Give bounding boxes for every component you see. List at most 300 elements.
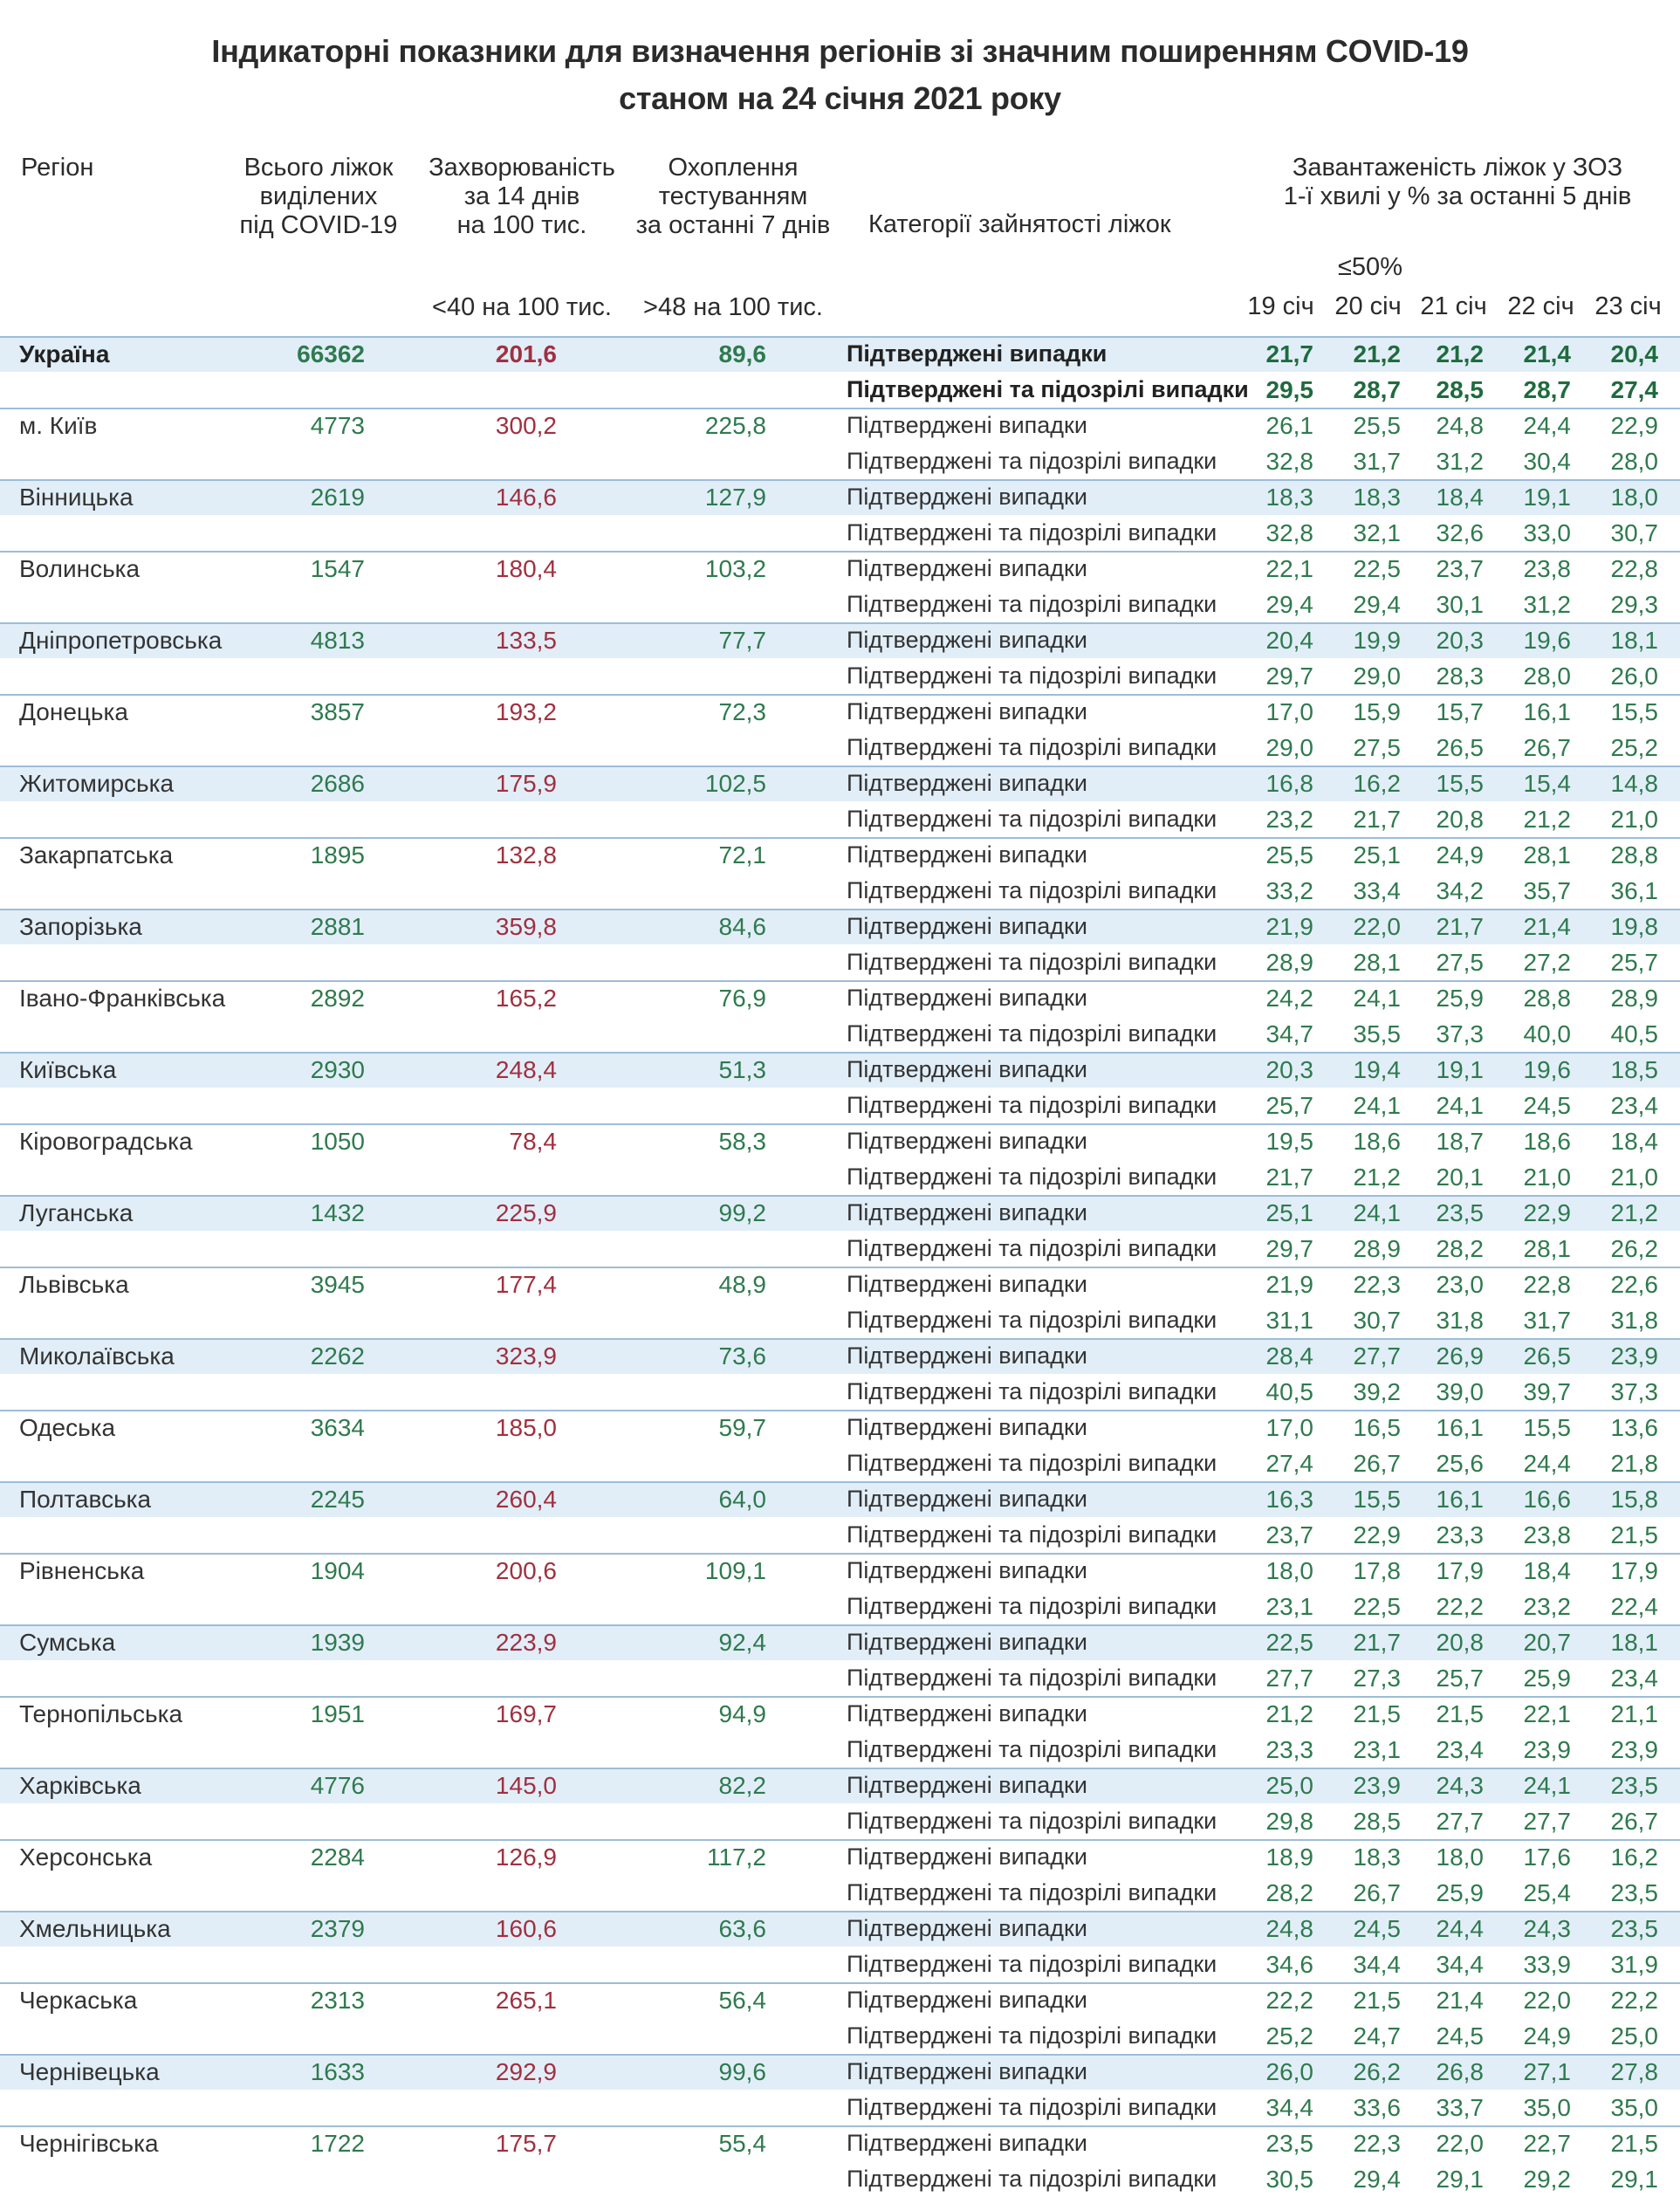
- category-label: Підтверджені та підозрілі випадки: [847, 1736, 1217, 1762]
- category-label: Підтверджені випадки: [847, 1342, 1087, 1369]
- region-name: Закарпатська: [19, 841, 174, 869]
- category-label: Підтверджені випадки: [847, 1056, 1087, 1082]
- category-label: Підтверджені та підозрілі випадки: [847, 1307, 1217, 1333]
- load-value: 18,0: [1610, 484, 1658, 511]
- row-divider: [0, 479, 1680, 481]
- load-value: 29,3: [1610, 591, 1658, 618]
- category-label: Підтверджені випадки: [847, 1486, 1087, 1512]
- load-value: 22,7: [1523, 2130, 1571, 2157]
- header-date: 23 січ: [1594, 292, 1662, 320]
- row-confirmed: [0, 837, 1680, 873]
- category-label: Підтверджені випадки: [847, 2130, 1087, 2156]
- load-value: 25,7: [1436, 1665, 1484, 1692]
- row-divider: [0, 1123, 1680, 1125]
- row-divider: [0, 909, 1680, 910]
- row-confirmed: [0, 479, 1680, 515]
- load-value: 18,0: [1436, 1844, 1484, 1871]
- load-value: 17,9: [1610, 1557, 1658, 1584]
- load-value: 31,7: [1353, 448, 1401, 475]
- load-value: 23,9: [1353, 1772, 1401, 1799]
- row-confirmed-suspected: [0, 1947, 1680, 1982]
- header-testing: [628, 154, 838, 240]
- load-value: 18,3: [1353, 1844, 1401, 1871]
- header-category: Категорії зайнятості ліжок: [868, 210, 1171, 238]
- region-name: Чернівецька: [19, 2058, 160, 2085]
- category-label: Підтверджені та підозрілі випадки: [847, 734, 1217, 760]
- row-confirmed: [0, 1768, 1680, 1803]
- load-value: 16,1: [1436, 1414, 1484, 1441]
- load-value: 15,5: [1353, 1486, 1401, 1513]
- region-name: Житомирська: [19, 770, 175, 797]
- table-row: [0, 2125, 1680, 2197]
- load-value: 24,2: [1265, 985, 1313, 1012]
- load-value: 21,5: [1436, 1700, 1484, 1727]
- load-value: 27,7: [1436, 1808, 1484, 1835]
- load-value: 15,7: [1436, 698, 1484, 725]
- load-value: 21,4: [1523, 340, 1571, 367]
- load-value: 31,1: [1265, 1307, 1313, 1334]
- load-value: 27,5: [1353, 734, 1401, 761]
- load-value: 21,8: [1610, 1450, 1658, 1477]
- load-value: 23,1: [1265, 1593, 1313, 1620]
- row-confirmed: [0, 1911, 1680, 1947]
- category-label: Підтверджені та підозрілі випадки: [847, 1450, 1217, 1476]
- header-testing-line: за останні 7 днів: [635, 211, 831, 239]
- table-row: [0, 837, 1680, 909]
- load-value: 29,7: [1265, 663, 1313, 690]
- row-confirmed: [0, 694, 1680, 730]
- row-confirmed: [0, 1839, 1680, 1875]
- load-value: 25,0: [1265, 1772, 1313, 1799]
- category-label: Підтверджені та підозрілі випадки: [847, 806, 1217, 832]
- region-name: Одеська: [19, 1414, 116, 1441]
- category-label: Підтверджені та підозрілі випадки: [847, 519, 1217, 546]
- load-value: 26,1: [1265, 412, 1313, 439]
- row-confirmed: [0, 766, 1680, 801]
- row-confirmed: [0, 1553, 1680, 1589]
- load-value: 23,5: [1436, 1199, 1484, 1226]
- category-label: Підтверджені випадки: [847, 1700, 1087, 1727]
- load-value: 27,7: [1353, 1342, 1401, 1370]
- load-value: 39,7: [1523, 1378, 1571, 1405]
- load-value: 21,2: [1265, 1700, 1313, 1727]
- load-value: 22,0: [1523, 1987, 1571, 2014]
- incidence-value: 200,6: [495, 1557, 557, 1584]
- load-value: 18,1: [1610, 1629, 1658, 1656]
- load-value: 25,6: [1436, 1450, 1484, 1477]
- row-divider: [0, 1267, 1680, 1268]
- load-value: 25,4: [1523, 1879, 1571, 1906]
- beds-total: 3634: [310, 1414, 365, 1441]
- testing-value: 82,2: [718, 1772, 766, 1799]
- category-label: Підтверджені та підозрілі випадки: [847, 591, 1217, 617]
- load-value: 21,9: [1265, 1271, 1313, 1298]
- load-value: 21,1: [1610, 1700, 1658, 1727]
- table-row: [0, 909, 1680, 980]
- load-value: 22,3: [1353, 2130, 1401, 2157]
- load-value: 23,5: [1265, 2130, 1313, 2157]
- testing-value: 92,4: [718, 1629, 766, 1656]
- category-label: Підтверджені та підозрілі випадки: [847, 1665, 1217, 1691]
- load-value: 29,4: [1353, 591, 1401, 618]
- load-value: 25,2: [1610, 734, 1658, 761]
- incidence-value: 248,4: [495, 1056, 557, 1083]
- row-confirmed-suspected: [0, 1231, 1680, 1267]
- load-value: 17,0: [1265, 698, 1313, 725]
- load-value: 19,6: [1523, 627, 1571, 654]
- load-value: 18,0: [1265, 1557, 1313, 1584]
- category-label: Підтверджені випадки: [847, 1557, 1087, 1583]
- load-value: 24,4: [1436, 1915, 1484, 1942]
- data-table: [0, 336, 1680, 2197]
- header-date: 19 січ: [1247, 292, 1314, 320]
- incidence-value: 177,4: [495, 1271, 557, 1298]
- load-value: 21,2: [1353, 340, 1401, 367]
- incidence-value: 169,7: [495, 1700, 557, 1727]
- testing-value: 55,4: [718, 2130, 766, 2157]
- beds-total: 1050: [310, 1128, 365, 1155]
- row-divider: [0, 1982, 1680, 1984]
- load-value: 23,5: [1610, 1772, 1658, 1799]
- row-divider: [0, 408, 1680, 409]
- load-value: 23,8: [1523, 555, 1571, 582]
- load-value: 39,0: [1436, 1378, 1484, 1405]
- incidence-value: 193,2: [495, 698, 557, 725]
- header-date: 20 січ: [1334, 292, 1402, 320]
- row-confirmed-suspected: [0, 1875, 1680, 1911]
- load-value: 16,2: [1353, 770, 1401, 797]
- load-value: 28,2: [1436, 1235, 1484, 1262]
- load-value: 32,6: [1436, 519, 1484, 546]
- incidence-value: 175,7: [495, 2130, 557, 2157]
- incidence-value: 126,9: [495, 1844, 557, 1871]
- row-divider: [0, 1624, 1680, 1626]
- row-divider: [0, 694, 1680, 696]
- load-value: 23,4: [1436, 1736, 1484, 1763]
- load-value: 27,5: [1436, 949, 1484, 976]
- load-value: 30,4: [1523, 448, 1571, 475]
- row-confirmed: [0, 1696, 1680, 1732]
- category-label: Підтверджені випадки: [847, 985, 1087, 1011]
- row-confirmed-suspected: [0, 1732, 1680, 1768]
- load-value: 23,9: [1523, 1736, 1571, 1763]
- region-name: Харківська: [19, 1772, 141, 1799]
- load-value: 19,5: [1265, 1128, 1313, 1155]
- row-confirmed-suspected: [0, 1803, 1680, 1839]
- table-row: [0, 551, 1680, 622]
- page-subtitle: станом на 24 січня 2021 року: [619, 80, 1061, 116]
- category-label: Підтверджені та підозрілі випадки: [847, 2094, 1217, 2120]
- row-confirmed-suspected: [0, 2090, 1680, 2125]
- testing-value: 99,6: [718, 2058, 766, 2085]
- row-confirmed: [0, 1982, 1680, 2018]
- table-row: [0, 1839, 1680, 1911]
- row-divider: [0, 1768, 1680, 1769]
- region-name: Вінницька: [19, 484, 134, 511]
- load-value: 31,2: [1436, 448, 1484, 475]
- header-incidence-line: на 100 тис.: [456, 211, 587, 239]
- load-value: 40,0: [1523, 1020, 1571, 1047]
- load-value: 22,1: [1265, 555, 1313, 582]
- load-value: 31,7: [1523, 1307, 1571, 1334]
- load-value: 22,6: [1610, 1271, 1658, 1298]
- header-incidence-line: Захворюваність: [429, 154, 615, 182]
- header-beds-line: виділених: [259, 182, 378, 210]
- row-confirmed-suspected: [0, 1445, 1680, 1481]
- row-divider: [0, 766, 1680, 767]
- load-value: 19,1: [1523, 484, 1571, 511]
- load-value: 23,1: [1353, 1736, 1401, 1763]
- category-label: Підтверджені та підозрілі випадки: [847, 949, 1217, 975]
- header-date: 21 січ: [1420, 292, 1487, 320]
- header-region: Регіон: [21, 154, 94, 182]
- row-divider: [0, 336, 1680, 338]
- load-value: 17,9: [1436, 1557, 1484, 1584]
- load-value: 28,9: [1265, 949, 1313, 976]
- load-value: 36,1: [1610, 877, 1658, 904]
- category-label: Підтверджені та підозрілі випадки: [847, 1521, 1217, 1548]
- load-value: 18,5: [1610, 1056, 1658, 1083]
- load-value: 27,2: [1523, 949, 1571, 976]
- category-label: Підтверджені та підозрілі випадки: [847, 1593, 1217, 1619]
- incidence-value: 359,8: [495, 913, 557, 940]
- load-value: 22,0: [1436, 2130, 1484, 2157]
- category-label: Підтверджені та підозрілі випадки: [847, 1808, 1217, 1834]
- load-value: 24,3: [1436, 1772, 1484, 1799]
- load-value: 34,7: [1265, 1020, 1313, 1047]
- load-value: 18,6: [1353, 1128, 1401, 1155]
- load-value: 18,6: [1523, 1128, 1571, 1155]
- load-value: 28,0: [1610, 448, 1658, 475]
- row-confirmed: [0, 336, 1680, 372]
- load-value: 19,1: [1436, 1056, 1484, 1083]
- incidence-value: 292,9: [495, 2058, 557, 2085]
- load-value: 23,7: [1265, 1521, 1313, 1548]
- load-value: 34,4: [1265, 2094, 1313, 2121]
- row-confirmed-suspected: [0, 1589, 1680, 1624]
- load-value: 15,5: [1523, 1414, 1571, 1441]
- load-value: 26,8: [1436, 2058, 1484, 2085]
- table-row: [0, 766, 1680, 837]
- load-value: 25,9: [1523, 1665, 1571, 1692]
- table-row: [0, 622, 1680, 694]
- load-value: 25,2: [1265, 2022, 1313, 2050]
- load-value: 15,4: [1523, 770, 1571, 797]
- load-value: 40,5: [1610, 1020, 1658, 1047]
- testing-value: 76,9: [718, 985, 766, 1012]
- incidence-value: 145,0: [495, 1772, 557, 1799]
- load-value: 18,4: [1610, 1128, 1658, 1155]
- category-label: Підтверджені випадки: [847, 1772, 1087, 1798]
- category-label: Підтверджені та підозрілі випадки: [847, 376, 1249, 402]
- table-row: [0, 980, 1680, 1052]
- row-divider: [0, 2054, 1680, 2056]
- load-value: 22,9: [1610, 412, 1658, 439]
- region-name: Україна: [19, 340, 110, 367]
- table-row: [0, 1123, 1680, 1195]
- row-confirmed: [0, 622, 1680, 658]
- beds-total: 1432: [310, 1199, 365, 1226]
- testing-value: 117,2: [707, 1844, 766, 1871]
- load-value: 27,4: [1610, 376, 1658, 403]
- row-confirmed: [0, 2054, 1680, 2090]
- header-testing-threshold: >48 на 100 тис.: [643, 293, 823, 321]
- category-label: Підтверджені випадки: [847, 1915, 1087, 1941]
- row-divider: [0, 1410, 1680, 1411]
- row-confirmed-suspected: [0, 1088, 1680, 1123]
- row-divider: [0, 980, 1680, 982]
- row-divider: [0, 2125, 1680, 2127]
- load-value: 29,4: [1353, 2166, 1401, 2193]
- load-value: 21,2: [1353, 1164, 1401, 1191]
- row-divider: [0, 1553, 1680, 1555]
- load-value: 23,9: [1610, 1342, 1658, 1370]
- category-label: Підтверджені та підозрілі випадки: [847, 1020, 1217, 1047]
- beds-total: 1939: [310, 1629, 365, 1656]
- incidence-value: 265,1: [495, 1987, 557, 2014]
- category-label: Підтверджені випадки: [847, 1199, 1087, 1226]
- category-label: Підтверджені випадки: [847, 627, 1087, 653]
- beds-total: 1951: [310, 1700, 365, 1727]
- row-confirmed: [0, 2125, 1680, 2161]
- load-value: 25,5: [1353, 412, 1401, 439]
- load-value: 34,4: [1353, 1951, 1401, 1978]
- header-incidence-line: за 14 днів: [463, 182, 580, 210]
- load-value: 22,5: [1353, 1593, 1401, 1620]
- load-value: 21,0: [1523, 1164, 1571, 1191]
- load-value: 22,1: [1523, 1700, 1571, 1727]
- category-label: Підтверджені випадки: [847, 484, 1087, 510]
- testing-value: 63,6: [718, 1915, 766, 1942]
- beds-total: 4776: [310, 1772, 365, 1799]
- region-name: Донецька: [19, 698, 128, 725]
- load-value: 35,7: [1523, 877, 1571, 904]
- load-value: 26,0: [1610, 663, 1658, 690]
- load-value: 20,7: [1523, 1629, 1571, 1656]
- load-value: 24,5: [1523, 1092, 1571, 1119]
- load-value: 24,1: [1523, 1772, 1571, 1799]
- region-name: Рівненська: [19, 1557, 145, 1584]
- load-value: 16,3: [1265, 1486, 1313, 1513]
- testing-value: 94,9: [718, 1700, 766, 1727]
- row-confirmed-suspected: [0, 873, 1680, 909]
- load-value: 34,6: [1265, 1951, 1313, 1978]
- load-value: 23,7: [1436, 555, 1484, 582]
- load-value: 22,8: [1610, 555, 1658, 582]
- load-value: 25,9: [1436, 985, 1484, 1012]
- incidence-value: 225,9: [495, 1199, 557, 1226]
- load-value: 37,3: [1610, 1378, 1658, 1405]
- load-value: 29,0: [1353, 663, 1401, 690]
- testing-value: 58,3: [718, 1128, 766, 1155]
- load-value: 22,9: [1353, 1521, 1401, 1548]
- load-value: 39,2: [1353, 1378, 1401, 1405]
- load-value: 21,5: [1353, 1700, 1401, 1727]
- testing-value: 102,5: [704, 770, 766, 797]
- load-value: 23,2: [1523, 1593, 1571, 1620]
- region-name: Хмельницька: [19, 1915, 171, 1942]
- load-value: 24,1: [1353, 985, 1401, 1012]
- load-value: 15,9: [1353, 698, 1401, 725]
- testing-value: 127,9: [704, 484, 766, 511]
- load-value: 21,7: [1353, 1629, 1401, 1656]
- load-value: 26,2: [1353, 2058, 1401, 2085]
- load-value: 27,4: [1265, 1450, 1313, 1477]
- load-value: 24,9: [1523, 2022, 1571, 2050]
- load-value: 18,4: [1523, 1557, 1571, 1584]
- load-value: 27,1: [1523, 2058, 1571, 2085]
- header-beds: [236, 154, 401, 240]
- load-value: 35,0: [1610, 2094, 1658, 2121]
- load-value: 27,8: [1610, 2058, 1658, 2085]
- load-value: 40,5: [1265, 1378, 1313, 1405]
- beds-total: 2881: [310, 913, 365, 940]
- load-value: 24,1: [1353, 1092, 1401, 1119]
- load-value: 22,2: [1436, 1593, 1484, 1620]
- category-label: Підтверджені випадки: [847, 1844, 1087, 1870]
- load-value: 22,9: [1523, 1199, 1571, 1226]
- row-confirmed-suspected: [0, 2161, 1680, 2197]
- load-value: 28,8: [1523, 985, 1571, 1012]
- load-value: 22,4: [1610, 1593, 1658, 1620]
- header-load-line: Завантаженість ліжок у ЗОЗ: [1292, 154, 1623, 182]
- row-confirmed-suspected: [0, 1660, 1680, 1696]
- load-value: 24,8: [1265, 1915, 1313, 1942]
- category-label: Підтверджені та підозрілі випадки: [847, 1951, 1217, 1977]
- load-value: 34,2: [1436, 877, 1484, 904]
- row-confirmed-suspected: [0, 1302, 1680, 1338]
- load-value: 25,7: [1265, 1092, 1313, 1119]
- load-value: 21,7: [1265, 1164, 1313, 1191]
- load-value: 21,2: [1523, 806, 1571, 833]
- category-label: Підтверджені випадки: [847, 1414, 1087, 1440]
- category-label: Підтверджені та підозрілі випадки: [847, 448, 1217, 474]
- load-value: 29,8: [1265, 1808, 1313, 1835]
- load-value: 21,4: [1436, 1987, 1484, 2014]
- load-value: 26,5: [1523, 1342, 1571, 1370]
- load-value: 18,7: [1436, 1128, 1484, 1155]
- row-divider: [0, 1481, 1680, 1483]
- load-value: 29,1: [1610, 2166, 1658, 2193]
- load-value: 26,7: [1353, 1879, 1401, 1906]
- incidence-value: 132,8: [495, 841, 557, 869]
- region-name: Івано-Франківська: [19, 985, 226, 1012]
- table-row: [0, 1052, 1680, 1123]
- testing-value: 109,1: [704, 1557, 766, 1584]
- load-value: 29,7: [1265, 1235, 1313, 1262]
- row-divider: [0, 1696, 1680, 1698]
- beds-total: 2619: [310, 484, 365, 511]
- load-value: 24,3: [1523, 1915, 1571, 1942]
- load-value: 28,1: [1353, 949, 1401, 976]
- load-value: 26,7: [1610, 1808, 1658, 1835]
- load-value: 23,2: [1265, 806, 1313, 833]
- region-name: Львівська: [19, 1271, 129, 1298]
- incidence-value: 185,0: [495, 1414, 557, 1441]
- load-value: 27,7: [1265, 1665, 1313, 1692]
- region-name: Херсонська: [19, 1844, 153, 1871]
- table-row: [0, 1911, 1680, 1982]
- row-divider: [0, 622, 1680, 624]
- beds-total: 1904: [310, 1557, 365, 1584]
- row-divider: [0, 1338, 1680, 1340]
- incidence-value: 323,9: [495, 1342, 557, 1370]
- table-row: [0, 1338, 1680, 1410]
- row-confirmed-suspected: [0, 1159, 1680, 1195]
- load-value: 21,7: [1436, 913, 1484, 940]
- load-value: 17,6: [1523, 1844, 1571, 1871]
- load-value: 30,7: [1353, 1307, 1401, 1334]
